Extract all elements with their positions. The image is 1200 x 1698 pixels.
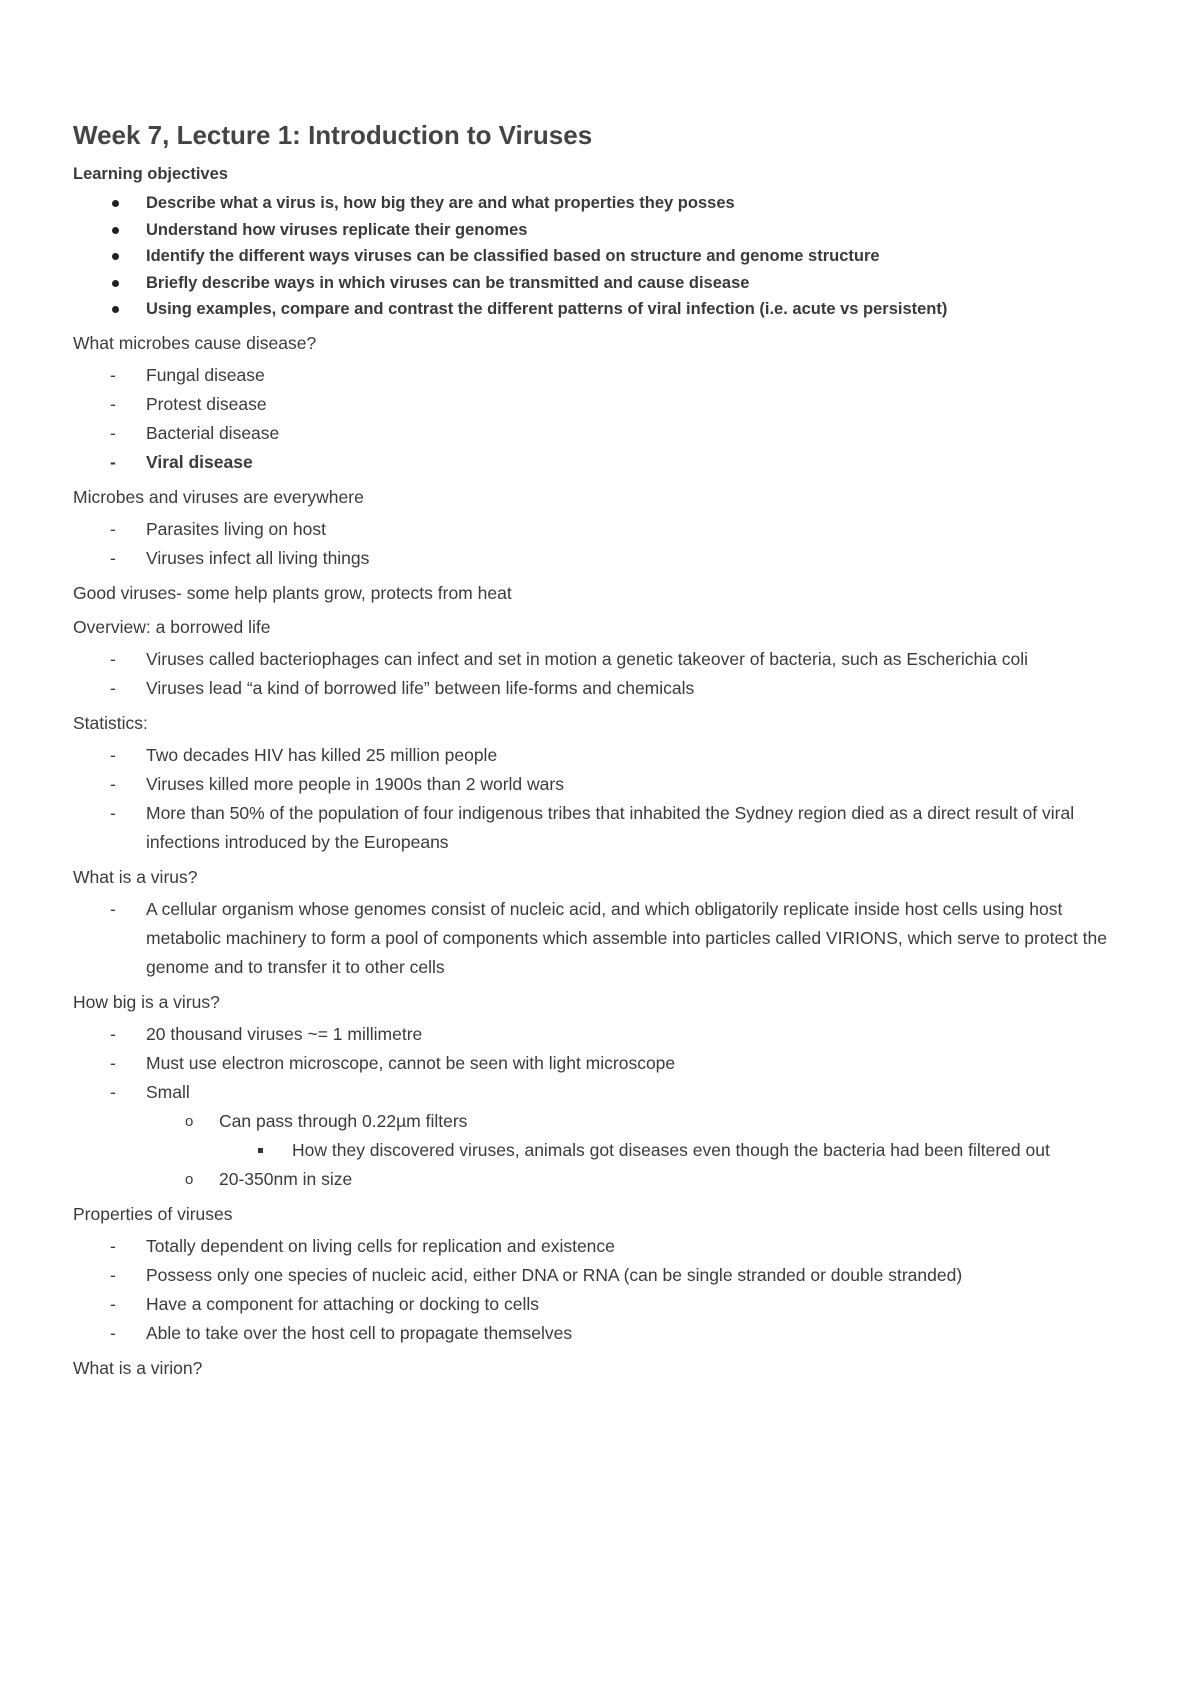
everywhere-list: [73, 515, 1133, 573]
list-item: - 20 thousand viruses ~= 1 millimetre: [73, 1020, 1133, 1049]
list-item: Identify the different ways viruses can be classified based on structure and genome structure: [73, 243, 1133, 270]
what-is-virus-list: [73, 895, 1133, 982]
list-item: - Small: [73, 1078, 1133, 1107]
learning-objectives-list: [73, 190, 1133, 323]
list-item: - Totally dependent on living cells for replication and existence: [73, 1232, 1133, 1261]
microbes-disease-list: [73, 361, 1133, 477]
statistics-list: [73, 741, 1133, 857]
list-item: - Have a component for attaching or docking to cells: [73, 1290, 1133, 1319]
how-big-sublist: [73, 1107, 1133, 1136]
microbes-disease-heading: What microbes cause disease?: [73, 332, 317, 353]
list-item: - Viruses called bacteriophages can infect and set in motion a genetic takeover of bacteria, such as Escherichia coli: [73, 645, 1133, 674]
list-item: How they discovered viruses, animals got diseases even though the bacteria had been filtered out: [73, 1136, 1133, 1165]
how-big-heading: How big is a virus?: [73, 991, 220, 1012]
list-item: - Must use electron microscope, cannot be seen with light microscope: [73, 1049, 1133, 1078]
list-item: - A cellular organism whose genomes consist of nucleic acid, and which obligatorily replicate inside host cells using host metabolic machinery to form a pool of components which assemble into particles called VIRIONS, which serve to protect the genome and to transfer it to other cells: [73, 895, 1133, 982]
list-item: o Can pass through 0.22µm filters: [73, 1107, 1133, 1136]
list-item: - Viruses killed more people in 1900s than 2 world wars: [73, 770, 1133, 799]
how-big-list: [73, 1020, 1133, 1107]
list-item: - Able to take over the host cell to propagate themselves: [73, 1319, 1133, 1348]
document-title: Week 7, Lecture 1: Introduction to Viruses: [73, 120, 593, 150]
overview-list: [73, 645, 1133, 703]
list-item: - Parasites living on host: [73, 515, 1133, 544]
properties-list: [73, 1232, 1133, 1348]
what-is-virus-heading: What is a virus?: [73, 866, 198, 887]
list-item: - Fungal disease: [73, 361, 1133, 390]
list-item: - Viruses lead “a kind of borrowed life” between life-forms and chemicals: [73, 674, 1133, 703]
list-item: - Two decades HIV has killed 25 million people: [73, 741, 1133, 770]
document-page: [73, 118, 1133, 1382]
everywhere-heading: Microbes and viruses are everywhere: [73, 486, 364, 507]
how-big-sublist-2: [73, 1165, 1133, 1194]
list-item: Using examples, compare and contrast the different patterns of viral infection (i.e. acute vs persistent): [73, 296, 1133, 323]
good-viruses-text: Good viruses- some help plants grow, protects from heat: [73, 582, 512, 603]
statistics-heading: Statistics:: [73, 712, 148, 733]
overview-heading: Overview: a borrowed life: [73, 616, 271, 637]
list-item: - Bacterial disease: [73, 419, 1133, 448]
list-item: Briefly describe ways in which viruses can be transmitted and cause disease: [73, 270, 1133, 297]
list-item: o 20-350nm in size: [73, 1165, 1133, 1194]
list-item: Describe what a virus is, how big they are and what properties they posses: [73, 190, 1133, 217]
what-is-virion-heading: What is a virion?: [73, 1357, 203, 1378]
learning-objectives-heading: Learning objectives: [73, 165, 228, 183]
list-item: - Possess only one species of nucleic acid, either DNA or RNA (can be single stranded or double stranded): [73, 1261, 1133, 1290]
list-item: - More than 50% of the population of four indigenous tribes that inhabited the Sydney region died as a direct result of viral infections introduced by the Europeans: [73, 799, 1133, 857]
list-item: - Protest disease: [73, 390, 1133, 419]
how-big-subsublist: [73, 1136, 1133, 1165]
list-item: - Viruses infect all living things: [73, 544, 1133, 573]
properties-heading: Properties of viruses: [73, 1203, 233, 1224]
list-item: Understand how viruses replicate their genomes: [73, 217, 1133, 244]
list-item: - Viral disease: [73, 448, 1133, 477]
